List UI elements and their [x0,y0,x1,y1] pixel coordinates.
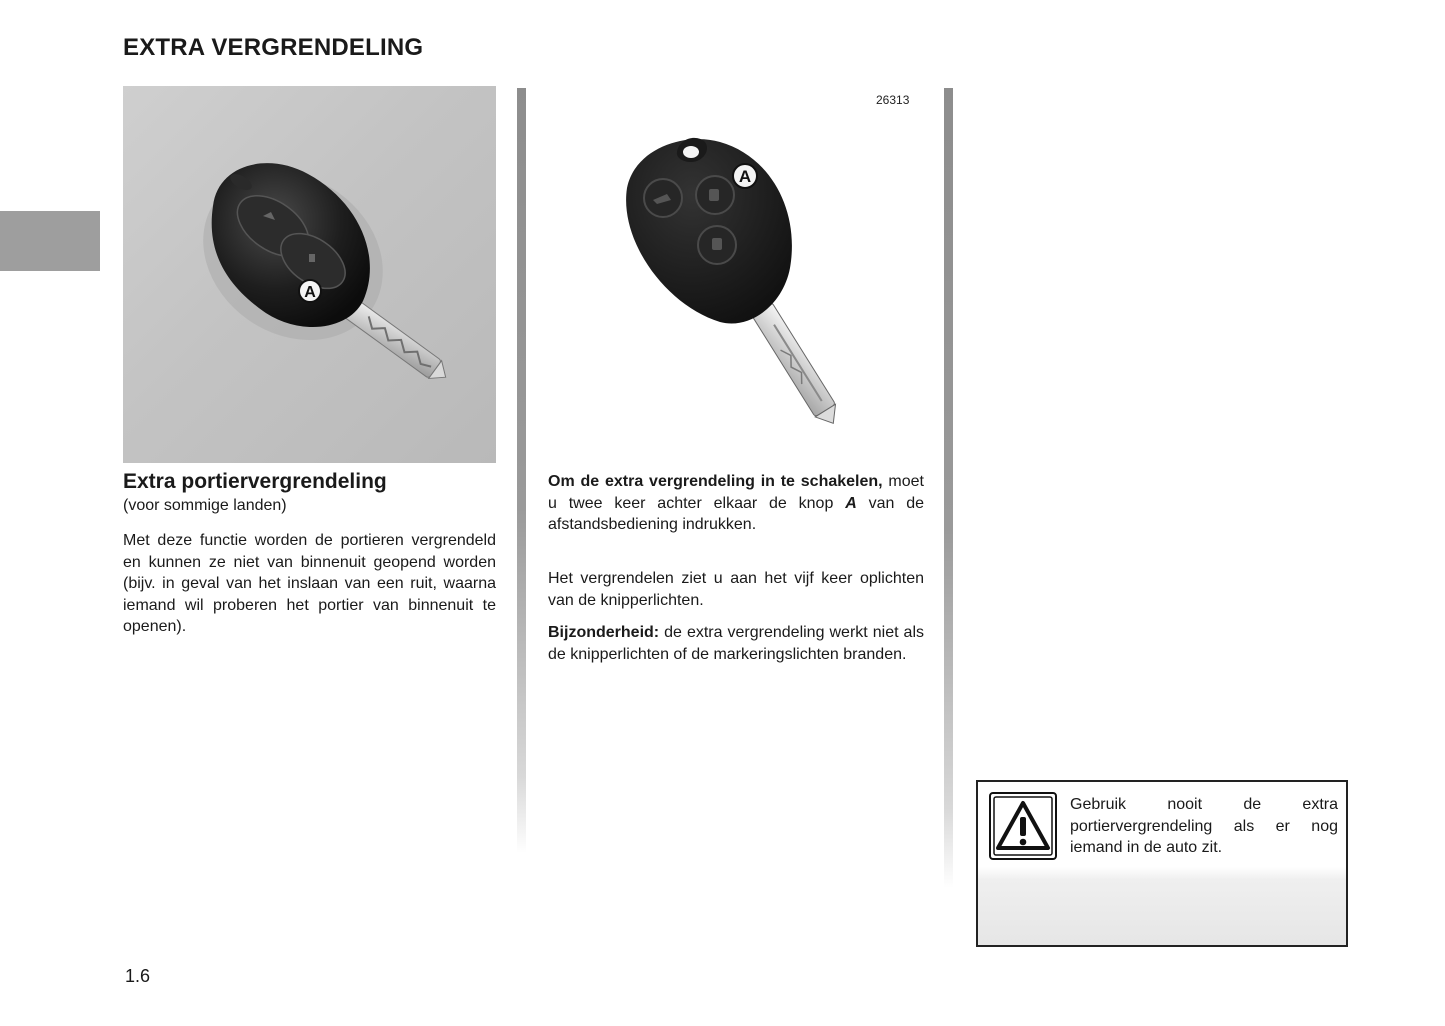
callout-label-a: A [738,167,752,186]
note-lead: Bijzonderheid: [548,624,660,641]
instruction-text-b: van de afstandsbediening indrukken. [548,494,925,533]
warning-box [976,780,1348,947]
column-divider [944,88,953,888]
button-reference: A [845,494,857,512]
remote-key-photo-two-buttons [123,86,496,463]
confirmation-paragraph: Het vergrendelen ziet u aan het vijf keer oplichten van de knipperlichten. [548,570,924,609]
section-heading: Extra portiervergrendeling [123,470,387,493]
section-paragraph: Met deze functie worden de portieren vergrendeld en kunnen ze niet van binnenuit geopend worden (bijv. in geval van het inslaan van een ruit, waarna iemand wil proberen het portier van binnenuit te openen). [123,532,496,635]
warning-text: Gebruik nooit de extra portiervergrendeling als er nog iemand in de auto zit. [1070,796,1338,856]
chapter-tab [0,211,100,271]
note-text: de extra vergrendeling werkt niet als de knipperlichten of de markeringslichten branden. [548,624,924,663]
figure-number: 26313 [876,93,910,107]
page-title: EXTRA VERGRENDELING [123,34,424,61]
warning-triangle-icon [989,792,1057,860]
instruction-lead: Om de extra vergrendeling in te schakelen, [548,473,883,490]
note-paragraph [548,622,924,665]
section-subheading: (voor sommige landen) [123,497,287,514]
remote-key-3-illustration [545,90,925,430]
column-divider [517,88,526,853]
remote-key-illustration [123,86,496,463]
instruction-paragraph [548,471,924,536]
page-number: 1.6 [125,966,151,986]
remote-key-photo-three-buttons [545,90,925,430]
callout-label-a: A [304,284,316,301]
instruction-text-a: moet u twee keer achter elkaar de knop [548,473,925,512]
